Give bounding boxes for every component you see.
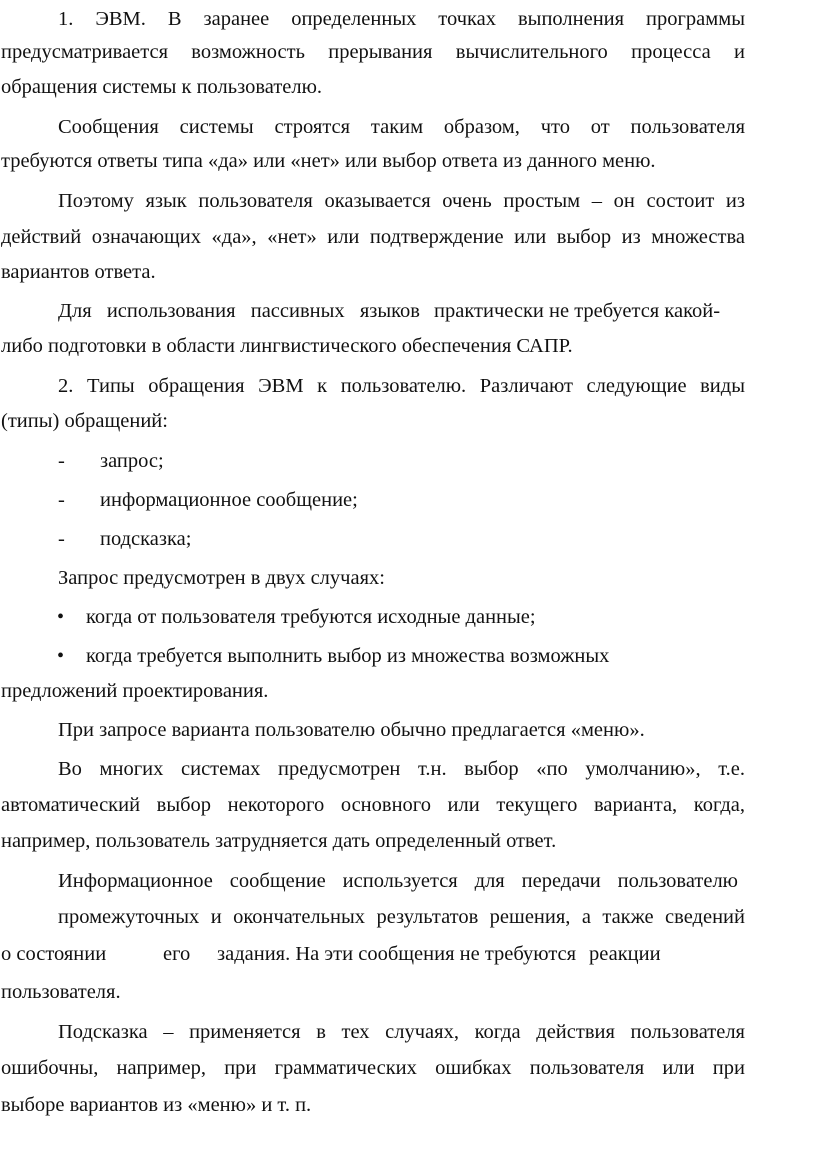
text-line: промежуточных и окончательных результатов решения, а также сведений [58, 906, 745, 928]
list-item-text: информационное сообщение; [100, 489, 358, 511]
list-item-text: когда от пользователя требуются исходные данные; [86, 606, 536, 628]
text-line: Сообщения системы строятся таким образом, что от пользователя [58, 116, 745, 138]
text-segment: о состоянии [1, 943, 107, 965]
list-item [0, 485, 816, 515]
text-line [0, 296, 816, 326]
text-line: Поэтому язык пользователя оказывается очень простым – он состоит из [58, 190, 745, 212]
text-line: Во многих системах предусмотрен т.н. выбор «по умолчанию», т.е. [58, 758, 745, 780]
text-line: ошибочны, например, при грамматических ошибках пользователя или при [1, 1057, 745, 1079]
text-segment: практически не требуется какой- [434, 300, 721, 322]
list-item-text: подсказка; [100, 528, 192, 550]
text-line: предусматривается возможность прерывания вычислительного процесса и [1, 41, 745, 63]
text-line: Информационное сообщение используется для передачи пользователю [58, 870, 738, 892]
text-line: Подсказка – применяется в тех случаях, когда действия пользователя [58, 1021, 745, 1043]
text-line: требуются ответы типа «да» или «нет» или выбор ответа из данного меню. [1, 150, 656, 172]
text-segment: задания. На эти сообщения не требуются [217, 943, 577, 965]
dash-marker: - [58, 450, 65, 472]
text-line: например, пользователь затрудняется дать определенный ответ. [1, 830, 557, 852]
dash-marker: - [58, 528, 65, 550]
text-line: либо подготовки в области лингвистического обеспечения САПР. [1, 335, 573, 357]
bullet-icon: • [57, 645, 65, 667]
list-item [0, 641, 816, 671]
text-line: действий означающих «да», «нет» или подтверждение или выбор из множества [1, 226, 745, 248]
text-segment: его [163, 943, 191, 965]
text-line: 2. Типы обращения ЭВМ к пользователю. Различают следующие виды [58, 375, 745, 397]
text-line: 1. ЭВМ. В заранее определенных точках выполнения программы [58, 8, 745, 30]
dash-marker: - [58, 489, 65, 511]
text-segment: Для использования пассивных языков [58, 300, 420, 322]
text-segment: реакции [589, 943, 661, 965]
text-line: При запросе варианта пользователю обычно предлагается «меню». [58, 719, 645, 741]
text-line: обращения системы к пользователю. [1, 76, 323, 98]
text-line [0, 939, 816, 969]
text-line: выборе вариантов из «меню» и т. п. [1, 1094, 312, 1116]
text-line: Запрос предусмотрен в двух случаях: [58, 567, 385, 589]
text-line: (типы) обращений: [1, 410, 168, 432]
text-line: автоматический выбор некоторого основного или текущего варианта, когда, [1, 794, 745, 816]
bullet-icon: • [57, 606, 65, 628]
list-item-text: когда требуется выполнить выбор из множества возможных [86, 645, 610, 667]
list-item [0, 602, 816, 632]
list-item [0, 446, 816, 476]
text-line: предложений проектирования. [1, 680, 269, 702]
list-item-text: запрос; [100, 450, 164, 472]
text-line: пользователя. [1, 981, 121, 1003]
list-item [0, 524, 816, 554]
text-line: вариантов ответа. [1, 261, 156, 283]
